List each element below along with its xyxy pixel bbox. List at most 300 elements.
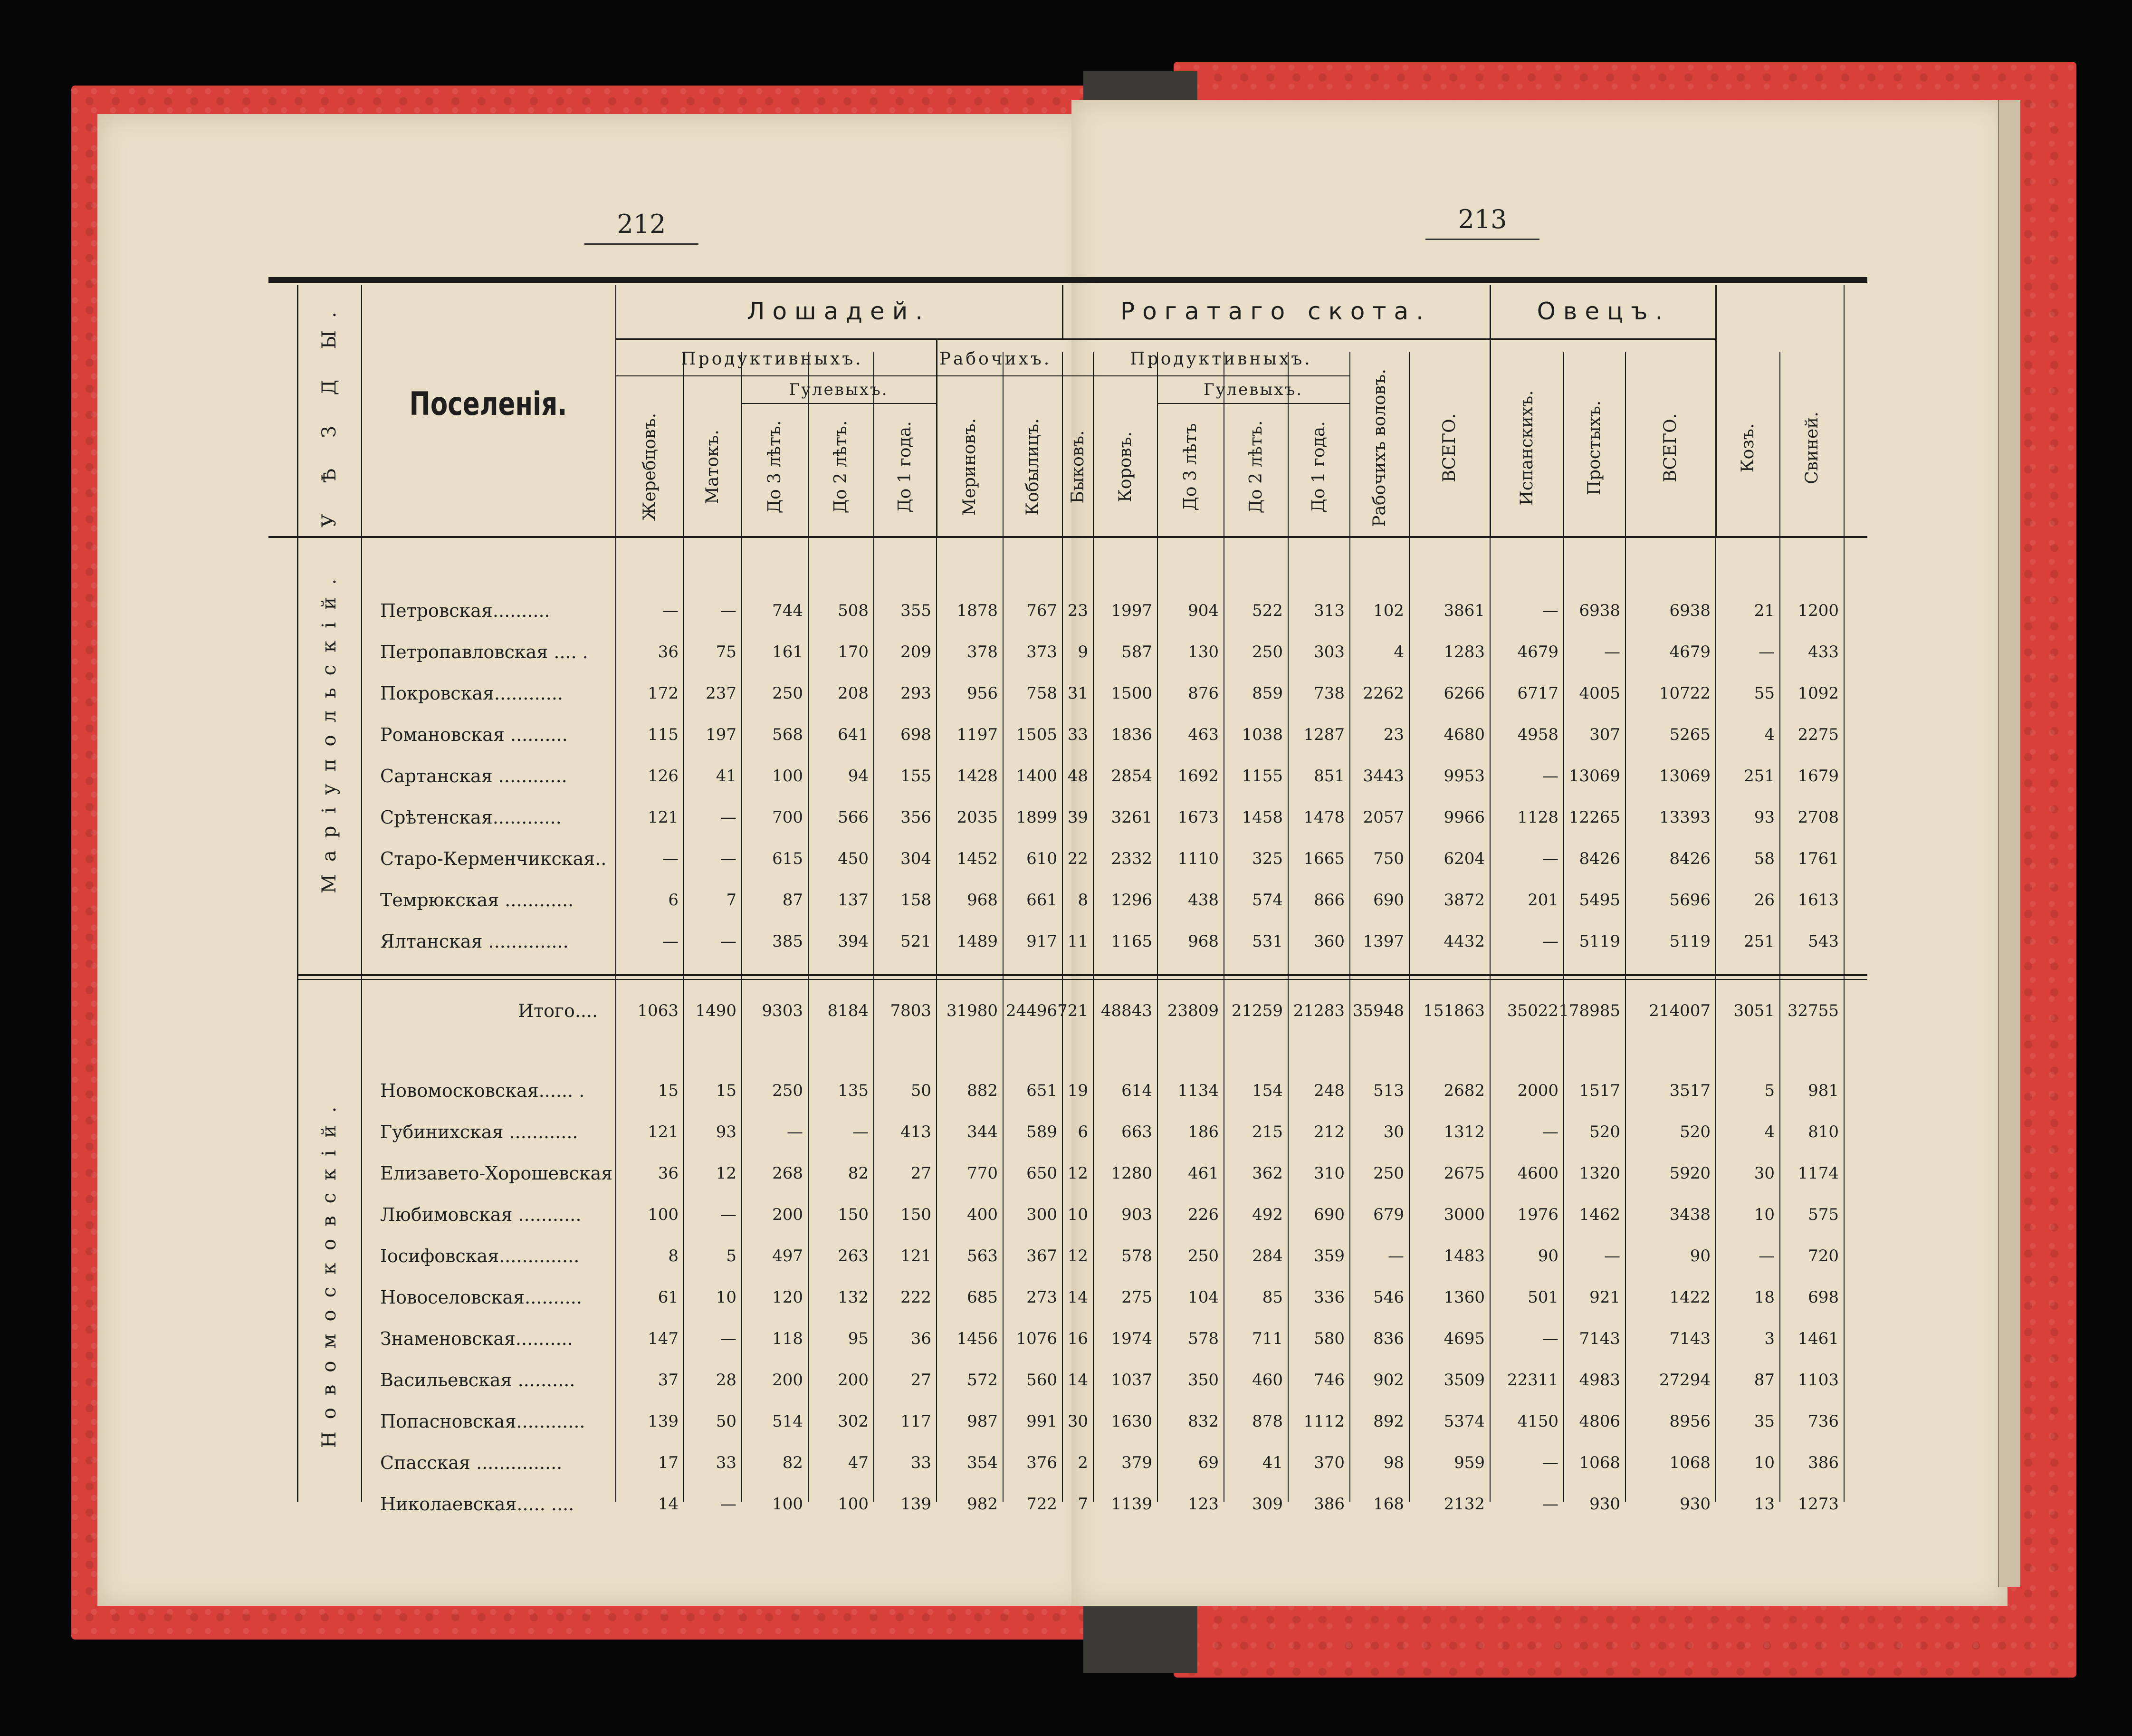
data-cell: 302	[838, 1412, 869, 1431]
data-cell: 21	[1754, 601, 1775, 620]
data-cell: 13069	[1659, 767, 1711, 786]
data-cell: —	[1542, 601, 1558, 620]
data-cell: 1483	[1444, 1247, 1485, 1266]
data-cell: 5119	[1669, 932, 1711, 951]
column-header: Мериновъ.	[960, 418, 979, 516]
data-cell: 520	[1589, 1122, 1620, 1141]
data-cell: 209	[900, 643, 931, 662]
data-cell: 1068	[1669, 1453, 1711, 1472]
data-cell: 492	[1252, 1205, 1283, 1224]
settlement-name: Спасская ...............	[380, 1452, 563, 1473]
data-cell: 711	[1252, 1329, 1283, 1348]
data-cell: 16	[1067, 1329, 1088, 1348]
data-cell: 1400	[1016, 767, 1057, 786]
data-cell: 1489	[956, 932, 998, 951]
column-header: До 1 года.	[1309, 421, 1329, 513]
settlement-name: Ялтанская ..............	[380, 931, 569, 952]
data-cell: 2708	[1797, 808, 1839, 827]
data-cell: 100	[772, 767, 803, 786]
data-cell: 4983	[1579, 1371, 1620, 1390]
data-cell: 250	[1188, 1247, 1219, 1266]
data-cell: 31	[1067, 684, 1088, 703]
data-cell: 651	[1026, 1081, 1057, 1100]
data-cell: 36	[658, 1164, 679, 1183]
data-cell: 6938	[1579, 601, 1620, 620]
data-cell: 93	[716, 1122, 736, 1141]
settlement-name: Іосифовская..............	[380, 1246, 580, 1266]
data-cell: 738	[1314, 684, 1345, 703]
data-cell: 8426	[1579, 849, 1620, 868]
data-cell: 610	[1026, 849, 1057, 868]
data-cell: 5	[1764, 1081, 1775, 1100]
data-cell: 2035	[956, 808, 998, 827]
data-cell: 386	[1808, 1453, 1839, 1472]
data-cell: —	[662, 932, 679, 951]
total-cell: 178985	[1558, 1001, 1620, 1020]
data-cell: 463	[1188, 725, 1219, 744]
data-cell: 172	[648, 684, 679, 703]
data-cell: 1500	[1111, 684, 1152, 703]
data-cell: 1092	[1797, 684, 1839, 703]
data-cell: —	[1759, 643, 1775, 662]
data-cell: 6	[668, 891, 679, 910]
data-cell: 161	[772, 643, 803, 662]
data-cell: 4	[1764, 1122, 1775, 1141]
data-cell: 4806	[1579, 1412, 1620, 1431]
cattle-gulevykh-header: Гулевыхъ.	[1203, 380, 1303, 399]
data-cell: 746	[1314, 1371, 1345, 1390]
data-cell: 1110	[1177, 849, 1219, 868]
data-cell: 9953	[1444, 767, 1485, 786]
data-cell: 30	[1383, 1122, 1404, 1141]
data-cell: 23	[1067, 601, 1088, 620]
data-cell: 158	[900, 891, 931, 910]
column-header: Матокъ.	[703, 430, 722, 504]
data-cell: 118	[772, 1329, 803, 1348]
data-cell: 36	[658, 643, 679, 662]
data-cell: 36	[910, 1329, 931, 1348]
data-cell: 367	[1026, 1247, 1057, 1266]
data-cell: 690	[1373, 891, 1404, 910]
data-cell: 522	[1252, 601, 1283, 620]
data-cell: 2000	[1517, 1081, 1558, 1100]
data-cell: 10	[1754, 1205, 1775, 1224]
data-cell: 237	[706, 684, 736, 703]
data-cell: 6204	[1444, 849, 1485, 868]
data-cell: 744	[772, 601, 803, 620]
data-cell: 2275	[1797, 725, 1839, 744]
column-header: Рабочихъ воловъ.	[1369, 369, 1389, 527]
data-cell: —	[720, 1329, 736, 1348]
data-cell: 300	[1026, 1205, 1057, 1224]
data-cell: 87	[1754, 1371, 1775, 1390]
column-rule	[1409, 352, 1410, 1502]
data-cell: 197	[706, 725, 736, 744]
data-cell: 6717	[1517, 684, 1558, 703]
sub-header-rule	[1062, 375, 1349, 376]
data-cell: 661	[1026, 891, 1057, 910]
settlements-header: Поселенія.	[409, 385, 567, 423]
data-cell: —	[1542, 932, 1558, 951]
data-cell: 2	[1078, 1453, 1088, 1472]
data-cell: 1836	[1111, 725, 1152, 744]
data-cell: 1456	[956, 1329, 998, 1348]
data-cell: 758	[1026, 684, 1057, 703]
data-cell: 520	[1680, 1122, 1711, 1141]
data-cell: 1462	[1579, 1205, 1620, 1224]
data-cell: 373	[1026, 643, 1057, 662]
data-cell: 386	[1314, 1495, 1345, 1514]
data-cell: 587	[1121, 643, 1152, 662]
data-cell: 378	[967, 643, 998, 662]
data-cell: 1320	[1579, 1164, 1620, 1183]
data-cell: 1287	[1303, 725, 1345, 744]
data-cell: 123	[1188, 1495, 1219, 1514]
data-cell: 1878	[956, 601, 998, 620]
data-cell: 572	[967, 1371, 998, 1390]
data-cell: 543	[1808, 932, 1839, 951]
data-cell: —	[1542, 1453, 1558, 1472]
data-cell: 578	[1188, 1329, 1219, 1348]
data-cell: 115	[648, 725, 679, 744]
data-cell: 1478	[1303, 808, 1345, 827]
data-cell: 982	[967, 1495, 998, 1514]
data-cell: 2675	[1444, 1164, 1485, 1183]
total-top-rule-thin	[297, 979, 1867, 980]
data-cell: —	[720, 1495, 736, 1514]
data-cell: 275	[1121, 1288, 1152, 1307]
data-cell: 354	[967, 1453, 998, 1472]
data-cell: 560	[1026, 1371, 1057, 1390]
data-cell: —	[720, 1205, 736, 1224]
column-header: ВСЕГО.	[1661, 413, 1680, 483]
data-cell: 201	[1528, 891, 1558, 910]
data-cell: 2332	[1111, 849, 1152, 868]
data-cell: 615	[772, 849, 803, 868]
data-cell: 750	[1373, 849, 1404, 868]
data-cell: —	[1388, 1247, 1404, 1266]
data-cell: 39	[1067, 808, 1088, 827]
data-cell: 685	[967, 1288, 998, 1307]
data-cell: 566	[838, 808, 869, 827]
data-cell: 461	[1188, 1164, 1219, 1183]
data-cell: 139	[648, 1412, 679, 1431]
data-cell: 50	[716, 1412, 736, 1431]
data-cell: 4150	[1517, 1412, 1558, 1431]
data-cell: 1974	[1111, 1329, 1152, 1348]
data-cell: 1458	[1242, 808, 1283, 827]
data-cell: 521	[900, 932, 931, 951]
data-cell: 968	[967, 891, 998, 910]
data-cell: 1134	[1177, 1081, 1219, 1100]
data-cell: 3509	[1444, 1371, 1485, 1390]
settlement-name: Покровская............	[380, 683, 563, 704]
data-cell: 722	[1026, 1495, 1057, 1514]
data-cell: 878	[1252, 1412, 1283, 1431]
data-cell: 1517	[1579, 1081, 1620, 1100]
data-cell: 1068	[1579, 1453, 1620, 1472]
data-cell: 904	[1188, 601, 1219, 620]
data-cell: 1197	[956, 725, 998, 744]
data-cell: 28	[716, 1371, 736, 1390]
data-cell: 12265	[1568, 808, 1620, 827]
data-cell: —	[720, 601, 736, 620]
horses-group-header: Лошадей.	[746, 297, 931, 325]
data-cell: 1155	[1242, 767, 1283, 786]
data-cell: 589	[1026, 1122, 1057, 1141]
uezd-label-mariupol: Маріупольскій.	[318, 566, 340, 893]
data-cell: 1613	[1797, 891, 1839, 910]
data-cell: 23	[1383, 725, 1404, 744]
data-cell: —	[720, 932, 736, 951]
data-cell: 1200	[1797, 601, 1839, 620]
data-cell: 376	[1026, 1453, 1057, 1472]
uezd-label-novomoskovsk: Новомосковскій.	[318, 1094, 340, 1448]
data-cell: 882	[967, 1081, 998, 1100]
data-cell: 1128	[1517, 808, 1558, 827]
data-cell: 859	[1252, 684, 1283, 703]
data-cell: 650	[1026, 1164, 1057, 1183]
column-header: До 3 лѣтъ	[1181, 423, 1200, 511]
data-cell: —	[1542, 849, 1558, 868]
data-cell: —	[720, 808, 736, 827]
group-divider	[1062, 285, 1063, 338]
data-cell: 69	[1198, 1453, 1219, 1472]
data-cell: 663	[1121, 1122, 1152, 1141]
data-cell: 1665	[1303, 849, 1345, 868]
data-cell: 120	[772, 1288, 803, 1307]
data-cell: 698	[1808, 1288, 1839, 1307]
column-header: ВСЕГО.	[1440, 413, 1459, 483]
data-cell: 2057	[1363, 808, 1404, 827]
data-cell: 6938	[1669, 601, 1711, 620]
data-cell: 313	[1314, 601, 1345, 620]
data-cell: 85	[1262, 1288, 1283, 1307]
column-header: До 2 лѣтъ.	[1246, 420, 1266, 514]
data-cell: 10	[1067, 1205, 1088, 1224]
data-cell: 208	[838, 684, 869, 703]
data-cell: 47	[848, 1453, 869, 1472]
data-cell: 30	[1754, 1164, 1775, 1183]
column-header: Испанскихъ.	[1517, 390, 1537, 506]
data-cell: 1630	[1111, 1412, 1152, 1431]
data-cell: 2262	[1363, 684, 1404, 703]
data-cell: 568	[772, 725, 803, 744]
data-cell: 168	[1373, 1495, 1404, 1514]
data-cell: 2854	[1111, 767, 1152, 786]
data-cell: 4432	[1444, 932, 1485, 951]
column-header: Быковъ.	[1068, 430, 1088, 504]
column-header: Простыхъ.	[1585, 400, 1604, 496]
settlement-name: Знаменовская..........	[380, 1328, 573, 1349]
data-cell: 736	[1808, 1412, 1839, 1431]
settlement-name: Любимовская ...........	[380, 1204, 582, 1225]
data-cell: 3872	[1444, 891, 1485, 910]
data-cell: 150	[838, 1205, 869, 1224]
data-cell: 100	[772, 1495, 803, 1514]
data-cell: 921	[1589, 1288, 1620, 1307]
data-cell: 3443	[1363, 767, 1404, 786]
data-cell: 355	[900, 601, 931, 620]
data-cell: 1283	[1444, 643, 1485, 662]
data-cell: 4	[1764, 725, 1775, 744]
horses-working-header: Рабочихъ.	[939, 349, 1052, 369]
column-header: Свиней.	[1802, 412, 1822, 484]
data-cell: 5119	[1579, 932, 1620, 951]
data-cell: 4679	[1669, 643, 1711, 662]
data-cell: 362	[1252, 1164, 1283, 1183]
cattle-group-header: Рогатаго скота.	[1120, 297, 1432, 325]
data-cell: 1296	[1111, 891, 1152, 910]
data-cell: 4005	[1579, 684, 1620, 703]
data-cell: 350	[1188, 1371, 1219, 1390]
data-cell: 250	[1252, 643, 1283, 662]
data-cell: 22	[1067, 849, 1088, 868]
data-cell: —	[1542, 1495, 1558, 1514]
data-cell: 5374	[1444, 1412, 1485, 1431]
data-cell: 1165	[1111, 932, 1152, 951]
data-cell: 26	[1754, 891, 1775, 910]
group-header-rule	[615, 338, 1715, 340]
data-cell: 4958	[1517, 725, 1558, 744]
data-cell: 132	[838, 1288, 869, 1307]
uezd-column-rule	[297, 285, 298, 1502]
data-cell: 130	[1188, 643, 1219, 662]
data-cell: —	[1604, 1247, 1620, 1266]
data-cell: 836	[1373, 1329, 1404, 1348]
data-cell: 513	[1373, 1081, 1404, 1100]
data-cell: 7143	[1579, 1329, 1620, 1348]
data-cell: 251	[1744, 767, 1775, 786]
data-cell: 959	[1454, 1453, 1485, 1472]
data-cell: 574	[1252, 891, 1283, 910]
data-cell: 1174	[1797, 1164, 1839, 1183]
data-cell: 200	[772, 1205, 803, 1224]
data-cell: 892	[1373, 1412, 1404, 1431]
data-cell: 7143	[1669, 1329, 1711, 1348]
data-cell: 5920	[1669, 1164, 1711, 1183]
page-edges	[1998, 100, 2020, 1587]
data-cell: —	[1542, 1122, 1558, 1141]
total-label: Итого....	[518, 1000, 598, 1021]
data-cell: 7	[1078, 1495, 1088, 1514]
column-rule	[1844, 285, 1845, 1502]
data-cell: 720	[1808, 1247, 1839, 1266]
data-cell: 251	[1744, 932, 1775, 951]
data-cell: 1273	[1797, 1495, 1839, 1514]
data-cell: 575	[1808, 1205, 1839, 1224]
data-cell: 248	[1314, 1081, 1345, 1100]
data-cell: 90	[1690, 1247, 1711, 1266]
data-cell: 614	[1121, 1081, 1152, 1100]
data-cell: 767	[1026, 601, 1057, 620]
data-cell: 12	[716, 1164, 736, 1183]
data-cell: —	[1542, 1329, 1558, 1348]
data-cell: 75	[716, 643, 736, 662]
data-cell: 4600	[1517, 1164, 1558, 1183]
column-rule	[1625, 352, 1626, 1502]
data-cell: 1038	[1242, 725, 1283, 744]
column-header: До 1 года.	[895, 421, 915, 513]
data-cell: 413	[900, 1122, 931, 1141]
data-cell: 851	[1314, 767, 1345, 786]
data-cell: —	[662, 601, 679, 620]
data-cell: 15	[716, 1081, 736, 1100]
total-cell: 24496	[1005, 1001, 1057, 1020]
header-bottom-rule	[268, 536, 1867, 538]
settlement-name: Губинихская ............	[380, 1122, 578, 1142]
data-cell: 508	[838, 601, 869, 620]
column-header: Козъ.	[1738, 423, 1758, 473]
data-cell: 1505	[1016, 725, 1057, 744]
settlement-name: Новоселовская..........	[380, 1287, 582, 1308]
settlement-name: Петровская..........	[380, 600, 550, 621]
data-cell: 33	[1067, 725, 1088, 744]
data-cell: 360	[1314, 932, 1345, 951]
data-cell: 17	[658, 1453, 679, 1472]
data-cell: 1103	[1797, 1371, 1839, 1390]
page-number-rule-left	[584, 243, 698, 245]
total-cell: 721	[1057, 1001, 1088, 1020]
data-cell: 226	[1188, 1205, 1219, 1224]
data-cell: —	[1542, 767, 1558, 786]
data-cell: 563	[967, 1247, 998, 1266]
page-number-right: 213	[1458, 204, 1507, 234]
total-cell: 1490	[695, 1001, 736, 1020]
data-cell: 1899	[1016, 808, 1057, 827]
column-header: Жеребцовъ.	[640, 412, 660, 521]
data-cell: 501	[1528, 1288, 1558, 1307]
data-cell: 100	[838, 1495, 869, 1514]
data-cell: 37	[658, 1371, 679, 1390]
data-cell: 1139	[1111, 1495, 1152, 1514]
group-divider	[1715, 285, 1717, 536]
gulevykh-rule	[741, 403, 936, 404]
data-cell: 93	[1754, 808, 1775, 827]
total-cell: 21283	[1293, 1001, 1345, 1020]
data-cell: 902	[1373, 1371, 1404, 1390]
data-cell: 497	[772, 1247, 803, 1266]
data-cell: 1280	[1111, 1164, 1152, 1183]
data-cell: 3861	[1444, 601, 1485, 620]
data-cell: 250	[772, 684, 803, 703]
data-cell: 10722	[1659, 684, 1711, 703]
data-cell: 991	[1026, 1412, 1057, 1431]
data-cell: 917	[1026, 932, 1057, 951]
data-cell: 10	[716, 1288, 736, 1307]
data-cell: 100	[648, 1205, 679, 1224]
data-cell: 135	[838, 1081, 869, 1100]
data-cell: 15	[658, 1081, 679, 1100]
data-cell: 50	[910, 1081, 931, 1100]
data-cell: 90	[1538, 1247, 1558, 1266]
data-cell: 5495	[1579, 891, 1620, 910]
data-cell: 987	[967, 1412, 998, 1431]
column-header: Кобылицъ.	[1023, 418, 1042, 516]
data-cell: 8956	[1669, 1412, 1711, 1431]
data-cell: 3517	[1669, 1081, 1711, 1100]
data-cell: 4680	[1444, 725, 1485, 744]
data-cell: 303	[1314, 643, 1345, 662]
data-cell: 147	[648, 1329, 679, 1348]
data-cell: 1312	[1444, 1122, 1485, 1141]
data-cell: 679	[1373, 1205, 1404, 1224]
data-cell: 700	[772, 808, 803, 827]
settlement-name: Романовская ..........	[380, 724, 568, 745]
total-cell: 23809	[1167, 1001, 1219, 1020]
data-cell: 1037	[1111, 1371, 1152, 1390]
total-cell: 214007	[1649, 1001, 1711, 1020]
